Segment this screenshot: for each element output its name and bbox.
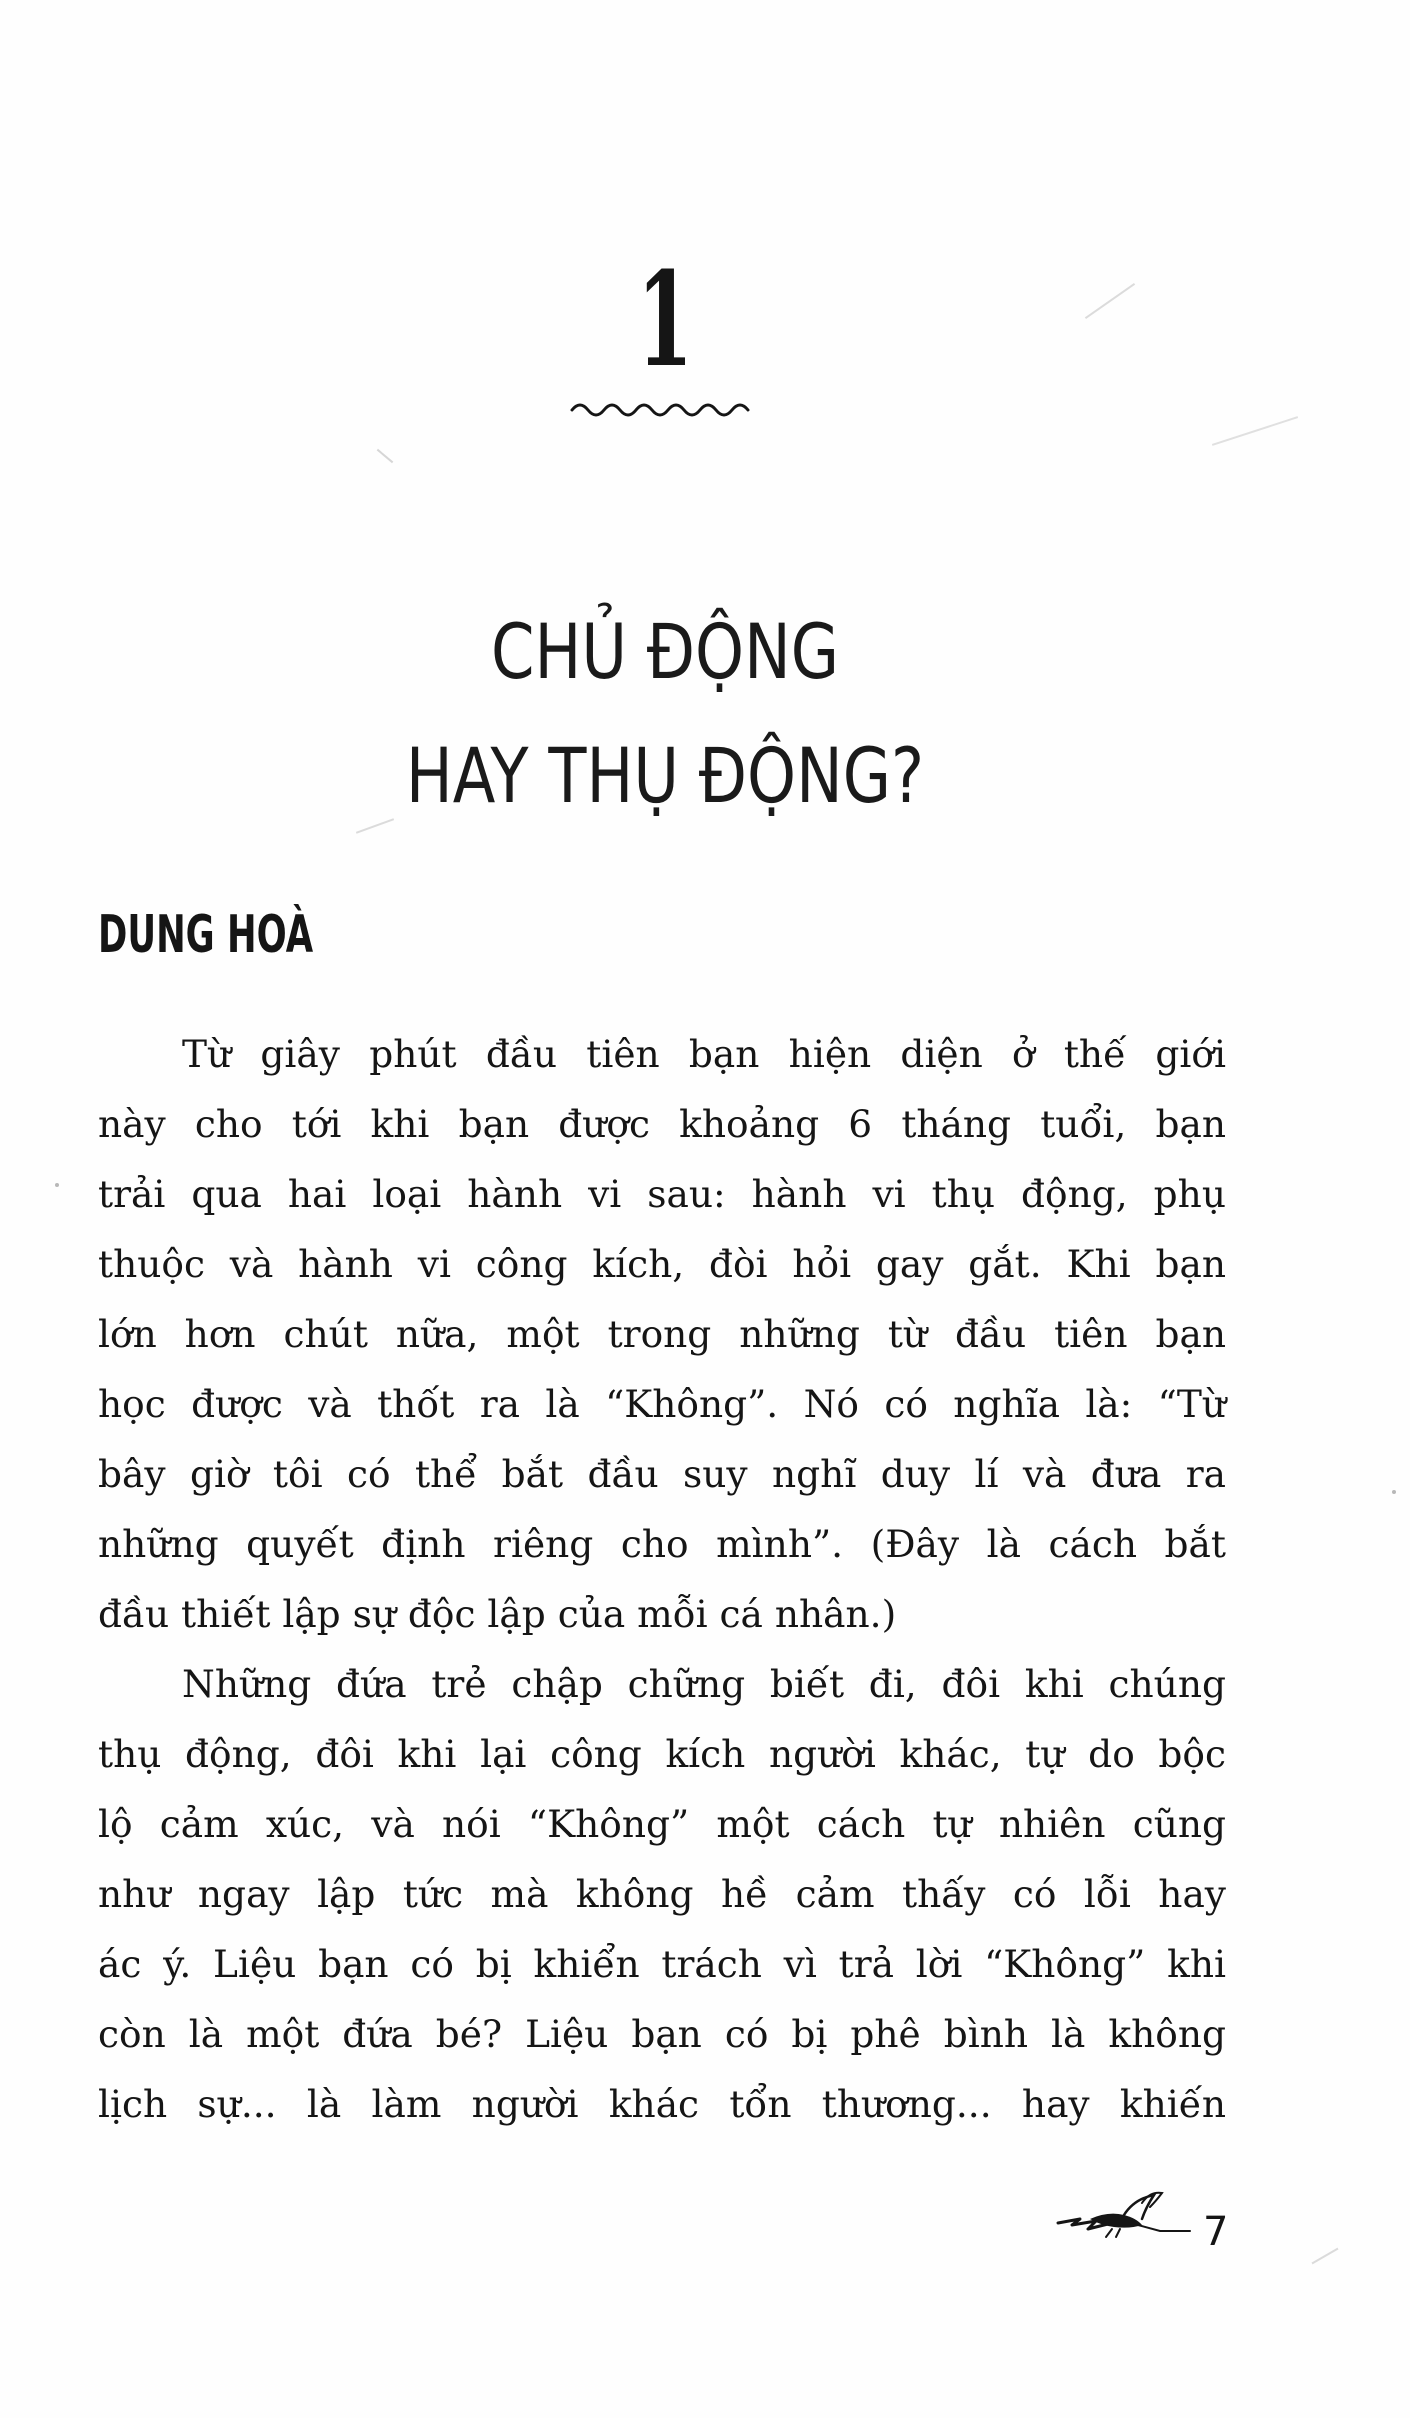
chapter-number: 1 bbox=[636, 243, 694, 396]
text-line: bây giờ tôi có thể bắt đầu suy nghĩ duy lí và đưa ra bbox=[98, 1452, 1226, 1496]
text-line: còn là một đứa bé? Liệu bạn có bị phê bình là không bbox=[98, 2012, 1226, 2056]
text-line: thụ động, đôi khi lại công kích người khác, tự do bộc bbox=[98, 1732, 1226, 1776]
text-line: này cho tới khi bạn được khoảng 6 tháng tuổi, bạn bbox=[98, 1102, 1226, 1146]
scan-speck bbox=[377, 449, 394, 463]
text-line: lộ cảm xúc, và nói “Không” một cách tự nhiên cũng bbox=[98, 1802, 1226, 1846]
scan-speck bbox=[1392, 1490, 1396, 1494]
body-text bbox=[98, 1019, 1226, 2139]
scan-speck bbox=[55, 1183, 59, 1187]
text-line: những quyết định riêng cho mình”. (Đây là cách bắt bbox=[98, 1522, 1226, 1566]
scan-speck bbox=[1085, 283, 1135, 319]
scan-speck bbox=[1312, 2248, 1339, 2265]
paragraph-1 bbox=[98, 1019, 1226, 1649]
chapter-title-line-2: HAY THỤ ĐỘNG? bbox=[405, 731, 925, 820]
text-line: lịch sự... là làm người khác tổn thương... hay khiến bbox=[98, 2082, 1226, 2126]
text-line: thuộc và hành vi công kích, đòi hỏi gay gắt. Khi bạn bbox=[98, 1242, 1226, 1286]
scan-speck bbox=[1212, 416, 1298, 446]
section-heading: DUNG HOÀ bbox=[98, 905, 314, 965]
text-line: học được và thốt ra là “Không”. Nó có nghĩa là: “Từ bbox=[98, 1382, 1226, 1426]
text-line: đầu thiết lập sự độc lập của mỗi cá nhân.) bbox=[98, 1592, 897, 1636]
text-line: như ngay lập tức mà không hề cảm thấy có lỗi hay bbox=[98, 1872, 1226, 1916]
bird-ornament-icon bbox=[1050, 2185, 1200, 2245]
chapter-title-line-1: CHỦ ĐỘNG bbox=[490, 607, 840, 696]
text-line: trải qua hai loại hành vi sau: hành vi thụ động, phụ bbox=[98, 1172, 1226, 1216]
paragraph-2 bbox=[98, 1649, 1226, 2139]
page-number: 7 bbox=[1203, 2209, 1229, 2255]
text-line: Từ giây phút đầu tiên bạn hiện diện ở thế giới bbox=[182, 1032, 1226, 1076]
text-line: lớn hơn chút nữa, một trong những từ đầu tiên bạn bbox=[98, 1312, 1226, 1356]
chapter-title bbox=[120, 590, 1211, 838]
text-line: ác ý. Liệu bạn có bị khiển trách vì trả lời “Không” khi bbox=[98, 1942, 1226, 1986]
text-line: Những đứa trẻ chập chững biết đi, đôi khi chúng bbox=[182, 1662, 1226, 1706]
wave-divider-icon bbox=[570, 398, 755, 422]
